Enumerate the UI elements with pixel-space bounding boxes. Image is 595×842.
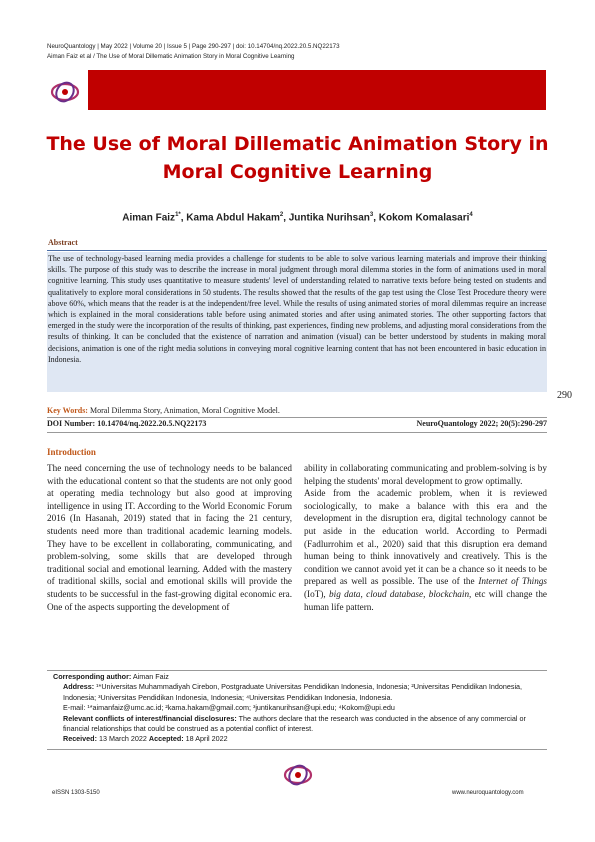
doi-number[interactable]: DOI Number: 10.14704/nq.2022.20.5.NQ22173 (47, 419, 207, 428)
page-number: 290 (557, 390, 572, 401)
address: Address: ¹*Universitas Muhammadiyah Cirebon, Postgraduate Universitas Pendidikan Indonesia, Indonesia; ²Universitas Pendidikan Indonesia, Indonesia; ³Universitas Pendidikan Indonesia, Indonesia; ⁴Universitas Pendidikan Indonesia, Indonesia. (63, 682, 523, 702)
author-2-affil: 2 (279, 212, 284, 218)
corresponding-author: Corresponding author: Aiman Faiz (53, 672, 169, 681)
correspondence-end-divider (47, 749, 547, 750)
journal-logo-icon (283, 763, 313, 787)
abstract-text: The use of technology-based learning media provides a challenge for students to be able to solve various learning materials and improve their thinking skills. The purpose of this study was to describe the increase in moral judgment through moral dilemma stories in the form of animations used in moral cognitive learning. This study uses quantitative to measure students' level of understanding related to narrative texts before being tested on students and qualitatively to explore moral considerations in 50 students. The results showed that the results of the gap test using the Close Test Procedure theory were above 60%, which means that the reader is at the independent/free level. While the results of using animated stories of moral dilemmas require an increase which is explained in the moral considerations table before using animated stories and after using animated stories. The other supporting factors that emerged in the study were the incorporation of the results of thinking, past experiences, finding new problems, and adjusting moral considerations from the results of thinking. It can be concluded that the existence of narration and animation (visual) can be better understood by students in making moral decisions, animation is one of the right media solutions in conveying moral cognitive learning content that has not been encountered in basic education in Indonesia. (47, 252, 547, 392)
correspondence-divider (47, 670, 547, 671)
doi-row (47, 417, 547, 433)
running-head: Aiman Faiz et al / The Use of Moral Dillematic Animation Story in Moral Cognitive Learning (47, 53, 295, 60)
footer-issn: eISSN 1303-5150 (52, 790, 100, 796)
email-list[interactable]: E-mail: ¹*aimanfaiz@umc.ac.id; ²kama.hakam@gmail.com; ³juntikanurihsan@upi.edu; ⁴Kokom@upi.edu (63, 703, 395, 713)
keywords-text: Moral Dilemma Story, Animation, Moral Cognitive Model. (87, 406, 280, 415)
author-4-affil: 4 (469, 212, 473, 218)
footer-website[interactable]: www.neuroquantology.com (452, 790, 524, 796)
author-3: , Juntika Nurihsan (283, 212, 370, 224)
intro-col2-para-2: Aside from the academic problem, when it is reviewed sociologically, to make a balance with this era and the development in the disruption era, digital technology cannot be put aside in the education world. According to Permadi (Fadlurrohim et al., 2020) said that this disruption era demand human being to think innovatively and creatively. This is the condition we cannot avoid yet it can be a chance so it needs to be prepared as well as possible. The use of the Internet of Things (IoT), big data, cloud database, blockchain, etc will change the human life pattern. (304, 488, 548, 612)
title-line-2: Moral Cognitive Learning (162, 161, 433, 183)
journal-citation: NeuroQuantology | May 2022 | Volume 20 | Issue 5 | Page 290-297 | doi: 10.14704/nq.2022.20.5.NQ22173 (47, 43, 340, 50)
intro-column-1: The need concerning the use of technology needs to be balanced with the educational content so that the students are not only good at operating media technology but also good at improving intelligence in using IT. According to the World Economic Forum 2016 (In Hasanah, 2019) stated that in facing the 21 century, students need more than traditional academic learning models. They have to be excellent in collaborating, communicating, and problem-solving, some skills that are developed through traditional social and emotional learning. Added with the mastery of traditional skills, social and emotional skills will provide the students to be successful in the fast-growing digital economic era. One of the aspects supporting the development of (47, 463, 292, 612)
author-1: Aiman Faiz (122, 212, 176, 224)
author-3-affil: 3 (369, 212, 374, 218)
conflict-disclosure: Relevant conflicts of interest/financial disclosures: The authors declare that the research was conducted in the absence of any commercial or financial relationships that could be construed as a potential conflict of interest. (63, 713, 526, 734)
intro-col2-para-1: ability in collaborating communicating and problem-solving is by helping the students' moral development to grow optimally. (304, 463, 547, 486)
author-1-affil: 1* (175, 212, 181, 218)
author-4: , Kokom Komalasari (373, 212, 470, 224)
abstract-divider (47, 250, 547, 251)
keywords-label: Key Words: (47, 406, 88, 415)
author-2: , Kama Abdul Hakam (180, 212, 280, 224)
journal-logo-icon (50, 80, 80, 104)
author-list (40, 212, 555, 223)
dates: Received: 13 March 2022 Accepted: 18 April 2022 (63, 734, 228, 744)
abstract-heading: Abstract (48, 238, 78, 247)
correspondence-block (53, 672, 547, 745)
paper-title (40, 130, 555, 186)
intro-column-2 (304, 462, 547, 613)
journal-issue: NeuroQuantology 2022; 20(5):290-297 (416, 419, 547, 428)
header-banner (88, 70, 546, 110)
introduction-heading: Introduction (47, 447, 96, 457)
keywords (47, 406, 280, 415)
title-line-1: The Use of Moral Dillematic Animation Story in (46, 133, 549, 155)
